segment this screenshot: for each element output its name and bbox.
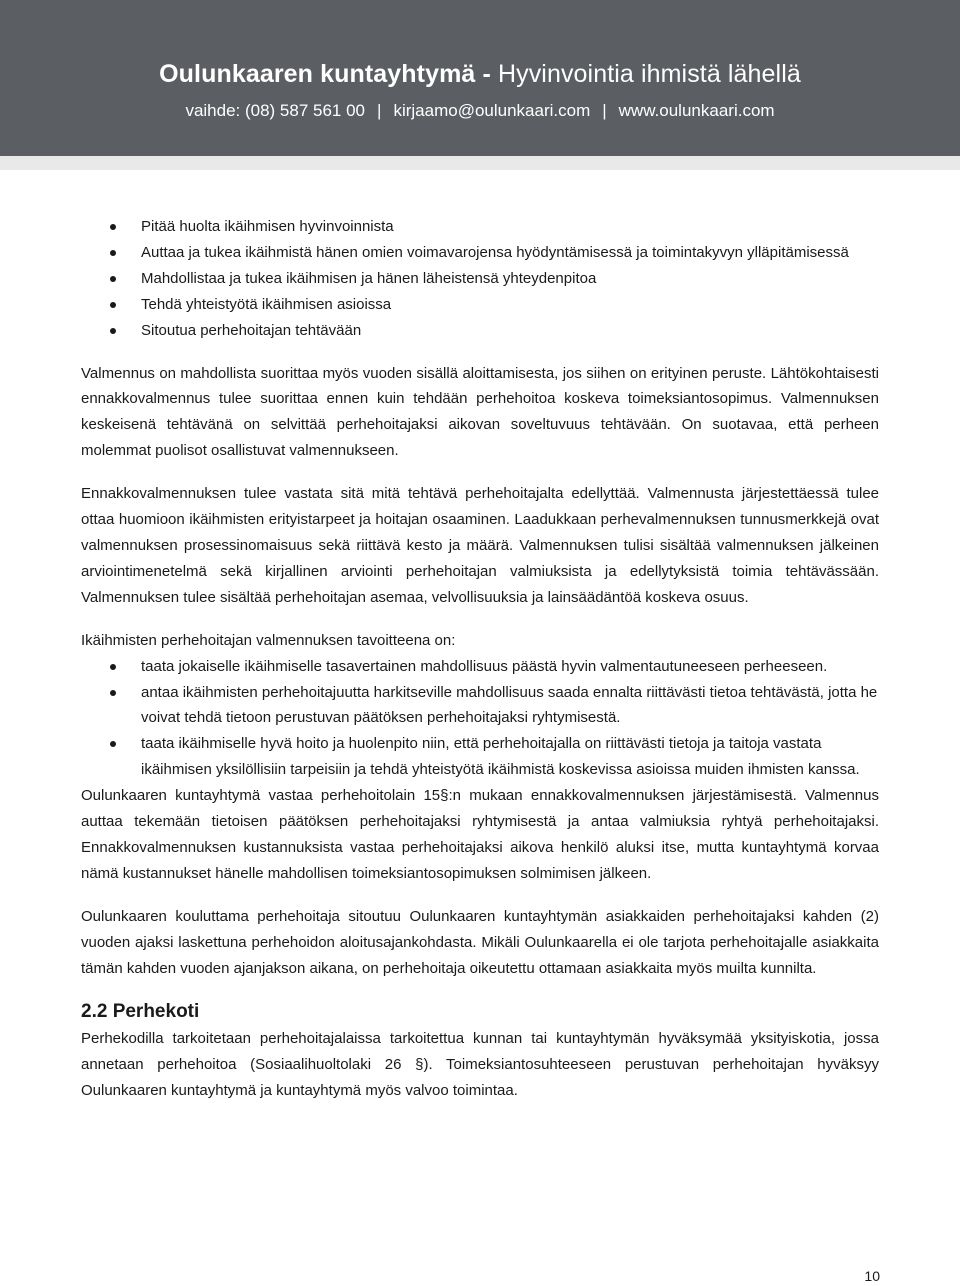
list-item: antaa ikäihmisten perhehoitajuutta harkitseville mahdollisuus saada ennalta riittävästi tietoa tehtävästä, jotta he voivat tehdä tietoon perustuvan päätöksen perhehoitajaksi ryhtymisestä.	[81, 680, 879, 732]
paragraph: Ennakkovalmennuksen tulee vastata sitä mitä tehtävä perhehoitajalta edellyttää. Valmennusta järjestettäessä tulee ottaa huomioon ikäihmisten erityistarpeet ja hoitajan osaaminen. Laadukkaan perhevalmennuksen tunnusmerkkejä ovat valmennuksen prosessinomaisuus sekä riittävä kesto ja määrä. Valmennuksen tulisi sisältää valmennuksen jälkeinen arviointimenetelmä sekä kirjallinen arviointi perhehoitajan valmiuksista ja edellytyksistä toimia tehtävässään. Valmennuksen tulee sisältää perhehoitajan asemaa, velvollisuuksia ja lainsäädäntöä koskeva osuus.	[81, 485, 879, 606]
list-item: Sitoutua perhehoitajan tehtävään	[81, 318, 879, 344]
goals-list	[81, 654, 879, 784]
paragraph: Perhekodilla tarkoitetaan perhehoitajalaissa tarkoitettua kunnan tai kuntayhtymän hyväksymää yksityiskotia, jossa annetaan perhehoitoa (Sosiaalihuoltolaki 26 §). Toimeksiantosuhteeseen perustuvan perhehoitajan hyväksyy Oulunkaaren kuntayhtymä ja kuntayhtymä myös valvoo toimintaa.	[81, 1030, 879, 1100]
header-tagline: Hyvinvointia ihmistä lähellä	[497, 60, 801, 88]
bullet-icon	[110, 690, 116, 696]
bullet-icon	[110, 276, 116, 282]
document-body	[81, 214, 879, 1104]
header-title	[0, 60, 960, 89]
list-item: taata ikäihmiselle hyvä hoito ja huolenpito niin, että perhehoitajalla on riittävästi tietoja ja taitoja vastata ikäihmisen yksilöllisiin tarpeisiin ja tehdä yhteistyötä ikäihmistä koskevissa asioissa muiden ihmisten kanssa.	[81, 731, 879, 783]
list-item: Auttaa ja tukea ikäihmistä hänen omien voimavarojensa hyödyntämisessä ja toimintakyvyn ylläpitämisessä	[81, 240, 879, 266]
section-heading: 2.2 Perhekoti	[81, 1001, 200, 1023]
header-contact	[0, 101, 960, 121]
bullet-icon	[110, 224, 116, 230]
paragraph: Oulunkaaren kuntayhtymä vastaa perhehoitolain 15§:n mukaan ennakkovalmennuksen järjestämisestä. Valmennus auttaa tekemään tietoisen päätöksen perhehoitajaksi ryhtymisestä ja antaa valmiuksia ryhtyä perhehoitajaksi. Ennakkovalmennuksen kustannuksista vastaa perhehoitajaksi aikova henkilö aluksi itse, mutta kuntayhtymä korvaa nämä kustannukset hänelle mahdollisen toimeksiantosopimuksen solmimisen jälkeen.	[81, 787, 879, 882]
header-website[interactable]: www.oulunkaari.com	[618, 101, 775, 120]
list-item: taata jokaiselle ikäihmiselle tasavertainen mahdollisuus päästä hyvin valmentautuneeseen perheeseen.	[81, 654, 879, 680]
bullet-icon	[110, 302, 116, 308]
header-divider: |	[602, 101, 607, 120]
list-item: Mahdollistaa ja tukea ikäihmisen ja hänen läheistensä yhteydenpitoa	[81, 266, 879, 292]
header-org: Oulunkaaren kuntayhtymä	[159, 60, 476, 88]
bullet-icon	[110, 664, 116, 670]
paragraph: Valmennus on mahdollista suorittaa myös vuoden sisällä aloittamisesta, jos siihen on erityinen peruste. Lähtökohtaisesti ennakkovalmennus tulee suorittaa ennen kuin tehdään perhehoitoa koskeva toimeksiantosopimus. Valmennuksen keskeisenä tehtävänä on selvittää perhehoitajaksi aikovan soveltuvuus tehtävään. On suotavaa, että perheen molemmat puolisot osallistuvat valmennukseen.	[81, 364, 879, 460]
header-email[interactable]: kirjaamo@oulunkaari.com	[393, 101, 591, 120]
page-header	[0, 0, 960, 170]
bullet-icon	[110, 741, 116, 747]
header-separator: -	[482, 60, 491, 88]
header-divider: |	[377, 101, 382, 120]
bullet-icon	[110, 250, 116, 256]
duties-list	[81, 214, 879, 344]
paragraph: Oulunkaaren kouluttama perhehoitaja sitoutuu Oulunkaaren kuntayhtymän asiakkaiden perhehoitajaksi kahden (2) vuoden ajaksi laskettuna perhehoidon aloitusajankohdasta. Mikäli Oulunkaarella ei ole tarjota perhehoitajalle asiakkaita tämän kahden vuoden ajanjakson aikana, on perhehoitaja oikeutettu ottamaan asiakkaita myös muilta kunnilta.	[81, 907, 879, 977]
header-phone: vaihde: (08) 587 561 00	[185, 101, 366, 120]
goals-intro: Ikäihmisten perhehoitajan valmennuksen tavoitteena on:	[81, 631, 456, 649]
list-item: Tehdä yhteistyötä ikäihmisen asioissa	[81, 292, 879, 318]
list-item: Pitää huolta ikäihmisen hyvinvoinnista	[81, 214, 879, 240]
page-number: 10	[864, 1268, 880, 1284]
bullet-icon	[110, 328, 116, 334]
